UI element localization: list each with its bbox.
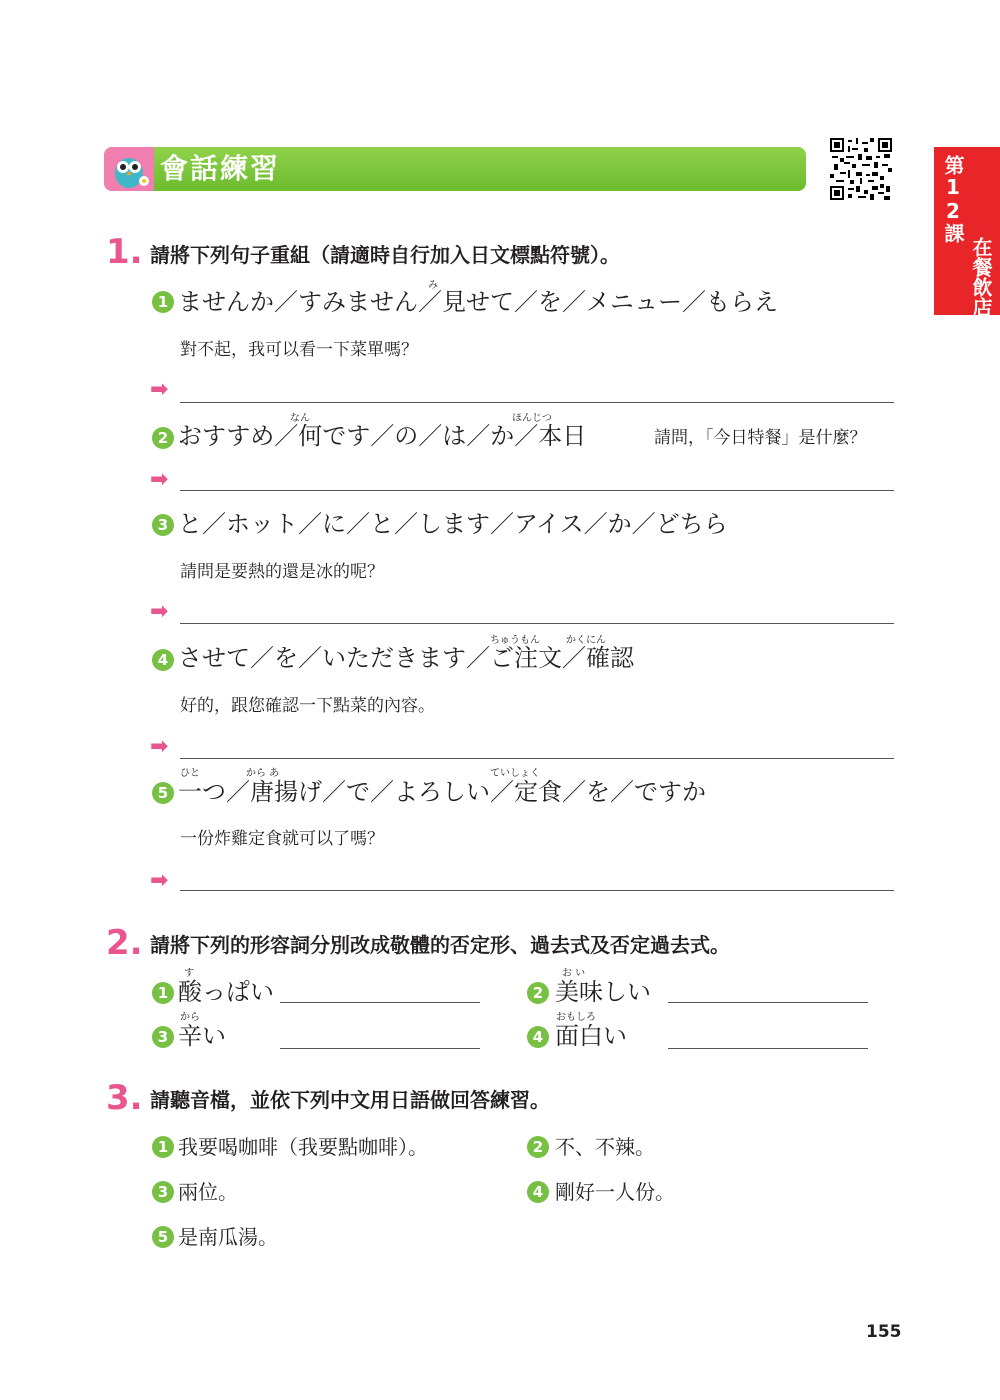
answer-line[interactable] (280, 1002, 480, 1003)
answer-line[interactable] (180, 402, 894, 403)
item-number-badge: 4 (152, 649, 174, 671)
answer-line[interactable] (668, 1048, 868, 1049)
lesson-tab[interactable] (934, 147, 1000, 315)
chinese-translation: 好的，跟您確認一下點菜的內容。 (180, 696, 435, 716)
adjective-word: 辛い (178, 1022, 226, 1050)
item-number-badge: 3 (152, 514, 174, 536)
item-number-badge: 3 (152, 1026, 174, 1048)
section-1-number: 1. (106, 232, 143, 272)
listening-prompt: 剛好一人份。 (555, 1180, 675, 1204)
arrow-right-icon: ➡ (150, 599, 169, 624)
adjective-word: 酸っぱい (178, 978, 274, 1006)
arrow-right-icon: ➡ (150, 734, 169, 759)
item-number-badge: 5 (152, 782, 174, 804)
furigana: ほんじつ (512, 413, 552, 424)
qr-code-icon[interactable] (830, 138, 892, 200)
furigana: お い (562, 968, 586, 979)
item-number-badge: 5 (152, 1226, 174, 1248)
item-number-badge: 1 (152, 291, 174, 313)
furigana: かくにん (566, 635, 606, 646)
item-number-badge: 2 (527, 1136, 549, 1158)
item-number-badge: 2 (152, 427, 174, 449)
chinese-translation: 對不起，我可以看一下菜單嗎？ (180, 340, 418, 360)
arrow-right-icon: ➡ (150, 868, 169, 893)
chinese-translation: 請問，「今日特餐」是什麼？ (654, 428, 867, 448)
listening-prompt: 兩位。 (178, 1180, 238, 1204)
item-number-badge: 4 (527, 1026, 549, 1048)
reorder-prompt: おすすめ／何です／の／は／か／本日 (178, 422, 587, 450)
section-2-instruction: 請將下列的形容詞分別改成敬體的否定形、過去式及否定過去式。 (150, 933, 730, 957)
listening-prompt: 我要喝咖啡（我要點咖啡）。 (178, 1135, 428, 1159)
furigana: ひと (180, 768, 200, 779)
lesson-number-label (942, 155, 966, 243)
answer-line[interactable] (668, 1002, 868, 1003)
furigana: す (184, 968, 194, 979)
answer-line[interactable] (180, 758, 894, 759)
item-number-badge: 1 (152, 982, 174, 1004)
item-number-badge: 2 (527, 982, 549, 1004)
furigana: ていしょく (490, 768, 540, 779)
answer-line[interactable] (280, 1048, 480, 1049)
lesson-topic-text: 在餐飲店 (969, 237, 993, 317)
section-1-instruction: 請將下列句子重組（請適時自行加入日文標點符號）。 (150, 243, 620, 267)
adjective-word: 美味しい (555, 978, 651, 1006)
furigana: おもしろ (556, 1012, 596, 1023)
furigana: ちゅうもん (490, 635, 540, 646)
reorder-prompt: させて／を／いただきます／ご注文／確認 (178, 644, 634, 672)
chinese-translation: 一份炸雞定食就可以了嗎？ (180, 829, 384, 849)
reorder-prompt: ませんか／すみません／見せて／を／メニュー／もらえ (178, 288, 778, 316)
answer-line[interactable] (180, 890, 894, 891)
reorder-prompt: 一つ／唐揚げ／で／よろしい／定食／を／ですか (178, 778, 706, 806)
owl-mascot-icon (104, 147, 154, 191)
answer-line[interactable] (180, 490, 894, 491)
page-title: 會話練習 (160, 152, 281, 185)
item-number-badge: 4 (527, 1181, 549, 1203)
section-2-number: 2. (106, 923, 143, 963)
section-3-number: 3. (106, 1078, 143, 1118)
chinese-translation: 請問是要熱的還是冰的呢？ (180, 562, 384, 582)
reorder-prompt: と／ホット／に／と／します／アイス／か／どちら (178, 510, 728, 538)
furigana: から (180, 1012, 200, 1023)
furigana: み (428, 280, 438, 291)
answer-line[interactable] (180, 623, 894, 624)
page-number: 155 (866, 1322, 902, 1342)
section-3-instruction: 請聽音檔，並依下列中文用日語做回答練習。 (150, 1088, 550, 1112)
adjective-word: 面白い (555, 1022, 627, 1050)
item-number-badge: 1 (152, 1136, 174, 1158)
lesson-number-text: 第12課 (941, 155, 965, 243)
lesson-topic-label (970, 237, 994, 317)
arrow-right-icon: ➡ (150, 467, 169, 492)
furigana: なん (290, 413, 310, 424)
listening-prompt: 是南瓜湯。 (178, 1225, 278, 1249)
listening-prompt: 不、不辣。 (555, 1135, 655, 1159)
arrow-right-icon: ➡ (150, 377, 169, 402)
item-number-badge: 3 (152, 1181, 174, 1203)
furigana: から あ (246, 768, 280, 779)
